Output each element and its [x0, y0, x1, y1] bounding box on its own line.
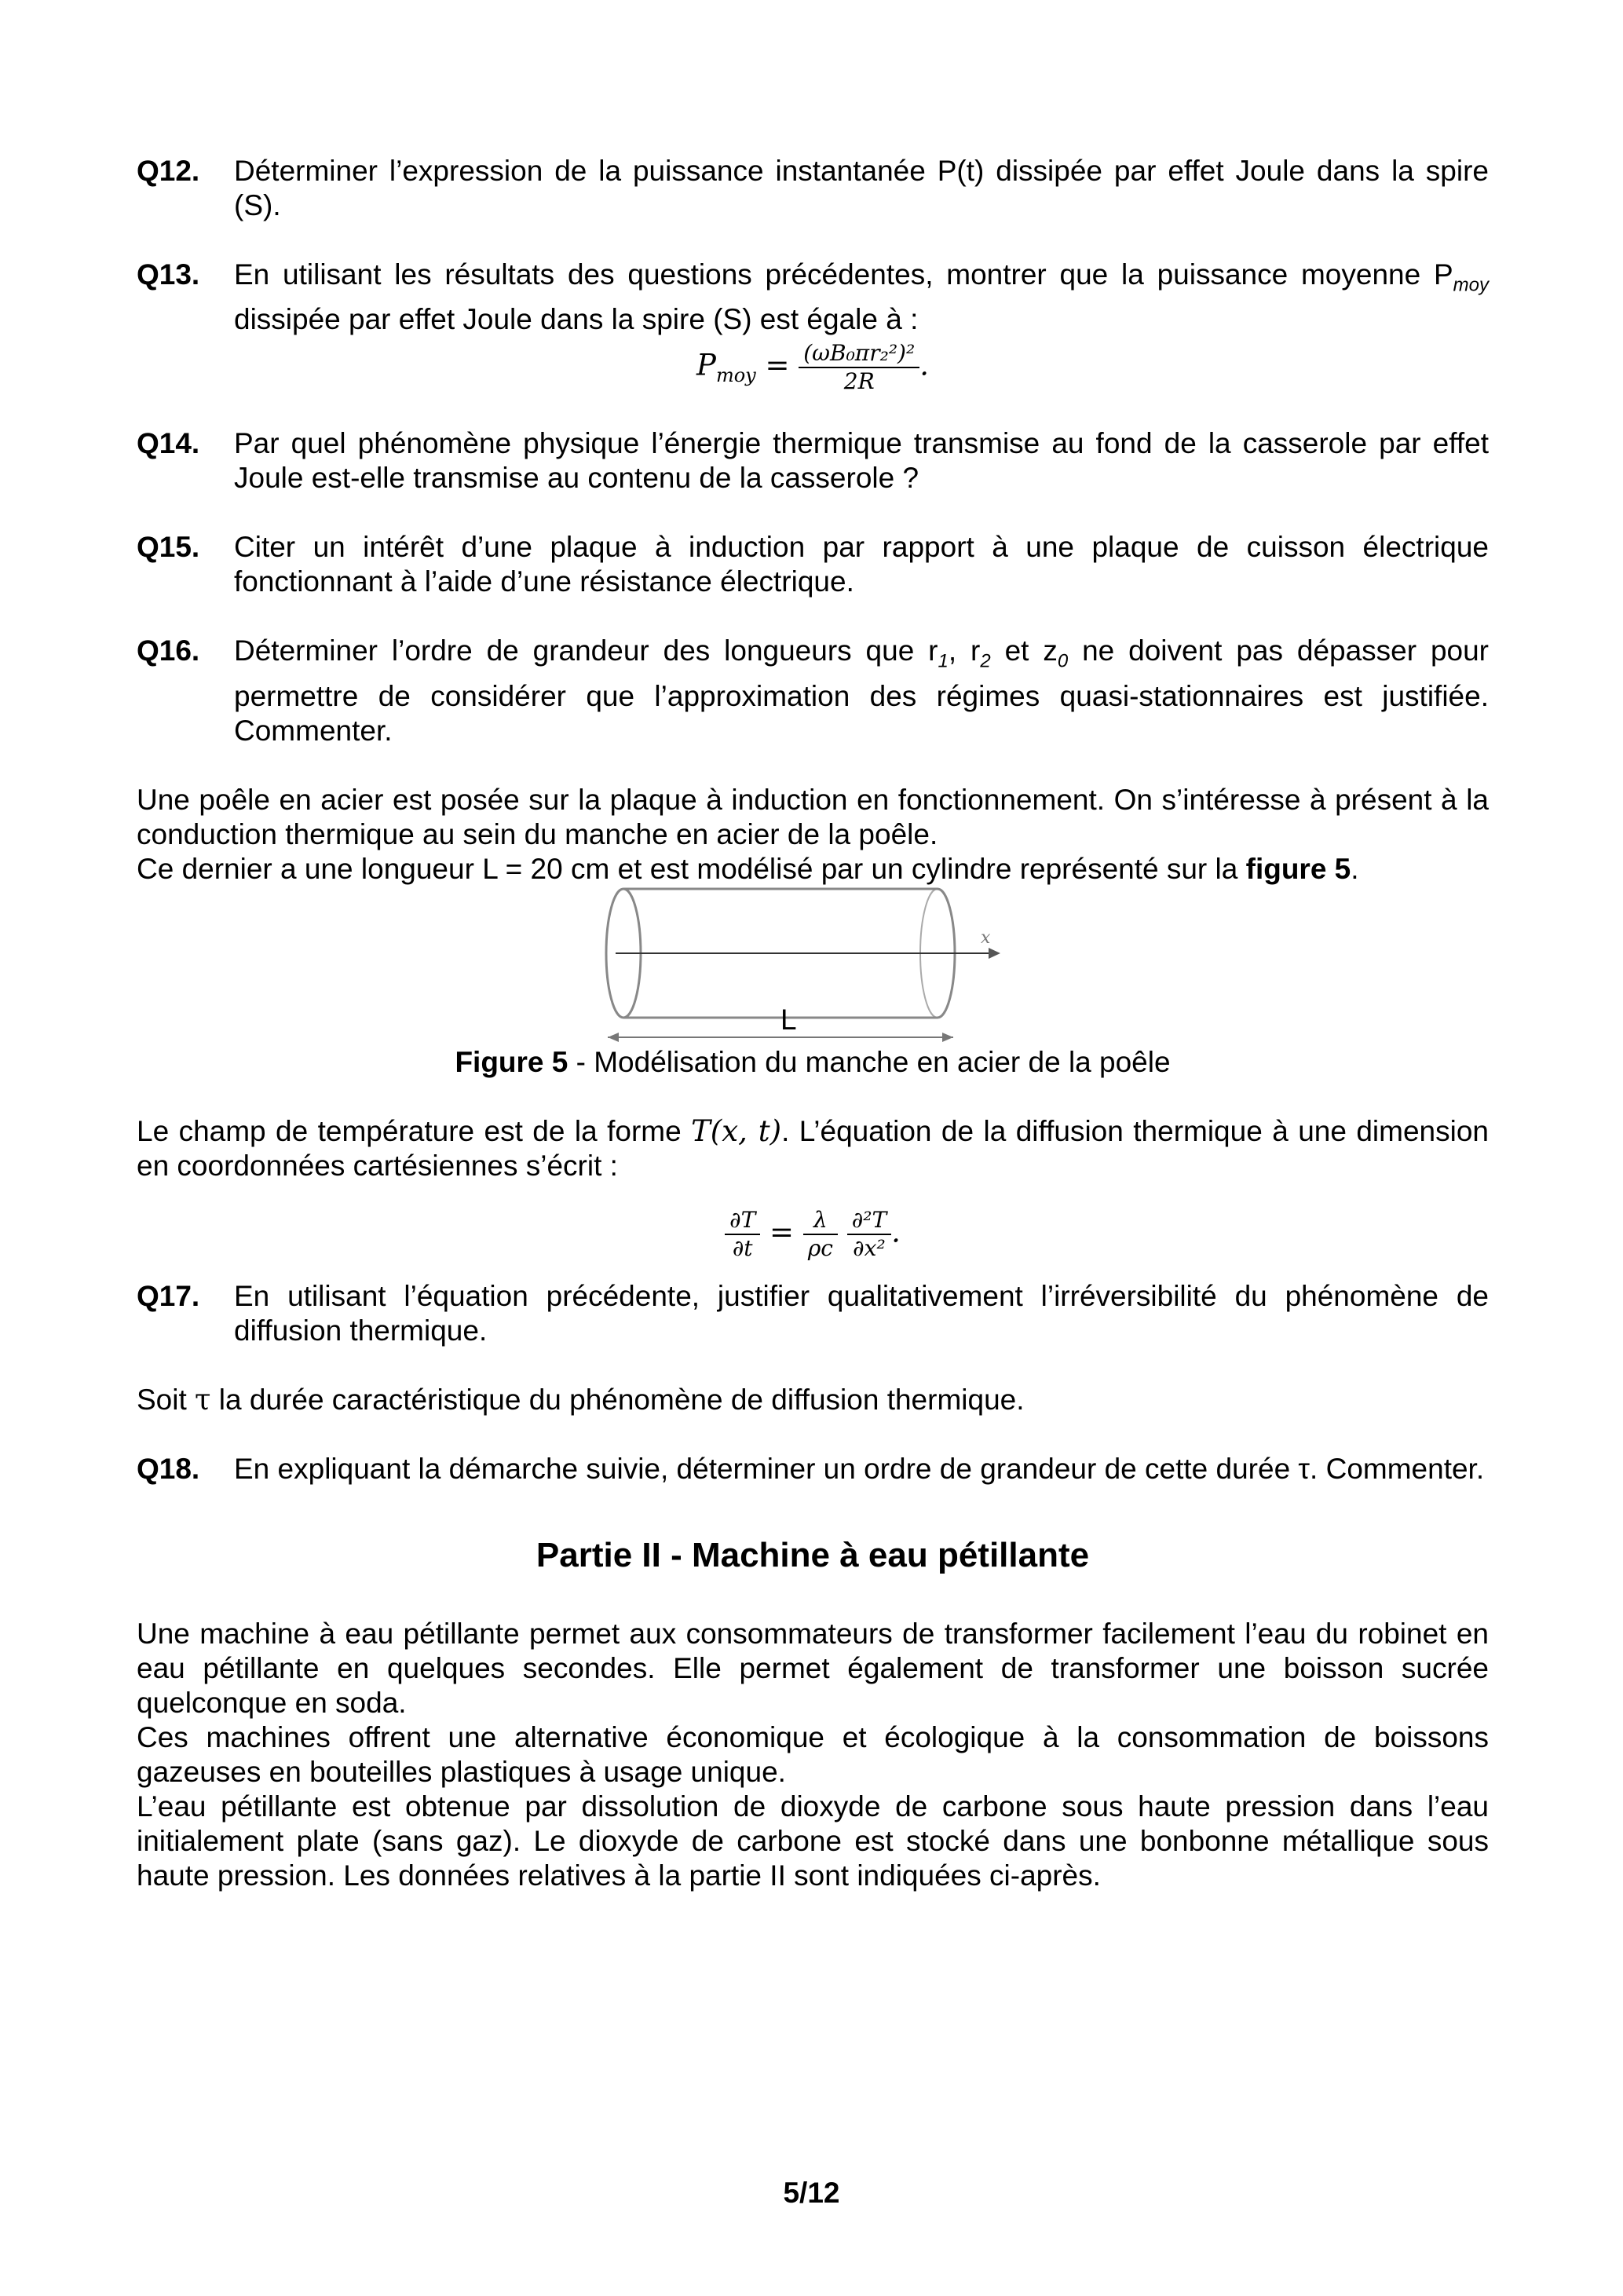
text-segment: dissipée par effet Joule dans la spire (S) est égale à : [234, 303, 919, 336]
subscript: moy [1453, 274, 1489, 296]
text-segment: ne doivent pas dépasser pour permettre de considérer que l’approximation des régimes quasi-stationnaires est justifiée. Commenter. [234, 634, 1490, 747]
question-text: Déterminer l’expression de la puissance instantanée P(t) dissipée par effet Joule dans la spire (S). [234, 155, 1489, 221]
eq-numerator: ∂T [725, 1207, 760, 1235]
eq-denominator: 2R [843, 368, 875, 395]
tau-symbol: τ [195, 1382, 211, 1417]
length-label: L [780, 1003, 797, 1036]
eq-equals: = [769, 1215, 795, 1249]
eq-d2T-dx2 [847, 1207, 891, 1262]
length-arrow-right [942, 1033, 953, 1042]
question-q13 [137, 258, 1489, 337]
section-title: Partie II - Machine à eau pétillante [536, 1535, 1090, 1574]
caption-text: - Modélisation du manche en acier de la poêle [568, 1045, 1171, 1078]
text-segment: Déterminer l’ordre de grandeur des longueurs que r [234, 634, 938, 667]
eq-lhs-sub: moy [715, 364, 756, 387]
text-segment: En utilisant les résultats des questions précédentes, montrer que la puissance moyenne P [234, 258, 1453, 291]
part2-paragraph-1: Une machine à eau pétillante permet aux consommateurs de transformer facilement l’eau du robinet en eau pétillante en quelques secondes. Elle permet également de transformer une boisson sucrée quelconque en soda. [137, 1617, 1489, 1719]
eq-denominator: ∂x² [853, 1234, 886, 1261]
eq-numerator: λ [803, 1207, 838, 1235]
diffusion-equation [137, 1207, 1489, 1262]
text-segment: la durée caractéristique du phénomène de diffusion thermique. [210, 1383, 1025, 1416]
question-q15 [137, 530, 1489, 599]
question-number: Q18. [137, 1452, 200, 1485]
question-number: Q16. [137, 634, 200, 667]
text-segment: Le champ de température est de la forme [137, 1114, 692, 1147]
question-q18 [137, 1452, 1489, 1486]
subscript: 1 [938, 650, 949, 672]
text-segment: et z [990, 634, 1058, 667]
question-text: Par quel phénomène physique l’énergie thermique transmise au fond de la casserole par effet Joule est-elle transmise au contenu de la casserole ? [234, 427, 1489, 495]
text-segment: Ce dernier a une longueur L = 20 cm et est modélisé par un cylindre représenté sur la [137, 852, 1246, 885]
question-text [234, 634, 1489, 748]
intro-paragraph: Une poêle en acier est posée sur la plaque à induction en fonctionnement. On s’intéresse à présent à la conduction thermique au sein du manche en acier de la poêle. [137, 783, 1489, 850]
text-segment: . L’équation de la diffusion thermique à une dimension en coordonnées cartésiennes s’écrit : [137, 1114, 1490, 1182]
eq-denominator: ∂t [732, 1234, 753, 1261]
question-q16 [137, 634, 1489, 748]
x-axis-label: x [981, 927, 991, 948]
eq-end: . [919, 348, 929, 382]
length-arrow-left [608, 1033, 619, 1042]
question-q14 [137, 426, 1489, 495]
x-axis-arrowhead [989, 948, 1000, 959]
intro-paragraph-2 [137, 852, 1489, 887]
eq-equals: = [765, 348, 790, 382]
eq-end: . [891, 1215, 901, 1249]
question-number: Q15. [137, 531, 200, 564]
question-number: Q17. [137, 1279, 200, 1312]
part2-paragraph-2: Ces machines offrent une alternative économique et écologique à la consommation de boissons gazeuses en bouteilles plastiques à usage unique. [137, 1720, 1489, 1788]
text-segment: Soit [137, 1383, 196, 1416]
eq-numerator: ∂²T [847, 1207, 891, 1235]
figure-ref: figure 5 [1245, 852, 1351, 885]
page-number: 5/12 [783, 2177, 840, 2209]
equation-pmoy [137, 340, 1489, 395]
eq-denominator: ρc [807, 1234, 833, 1261]
question-text: Citer un intérêt d’une plaque à induction par rapport à une plaque de cuisson électrique fonctionnant à l’aide d’une résistance électrique. [234, 531, 1489, 598]
eq-dT-dt [725, 1207, 760, 1262]
tau-sentence [137, 1383, 1489, 1417]
cylinder-diagram [592, 887, 1032, 1051]
eq-lhs: P [696, 348, 716, 382]
caption-title: Figure 5 [455, 1045, 568, 1078]
question-number: Q13. [137, 258, 200, 291]
question-q12 [137, 154, 1489, 223]
question-text: En expliquant la démarche suivie, déterminer un ordre de grandeur de cette durée τ. Commenter. [234, 1452, 1485, 1485]
question-text: En utilisant l’équation précédente, justifier qualitativement l’irréversibilité du phénomène de diffusion thermique. [234, 1279, 1489, 1347]
eq-coef [803, 1207, 838, 1262]
eq-numerator: (ωB₀πr₂²)² [799, 340, 919, 368]
part2-paragraph-3: L’eau pétillante est obtenue par dissolution de dioxyde de carbone sous haute pression dans l’eau initialement plate (sans gaz). Le dioxyde de carbone est stocké dans une bonbonne métallique sous haute pression. Les données relatives à la partie II sont indiquées ci-après. [137, 1790, 1489, 1892]
question-number: Q14. [137, 427, 200, 460]
subscript: 0 [1057, 650, 1069, 672]
question-number: Q12. [137, 155, 200, 187]
temperature-paragraph [137, 1114, 1489, 1183]
text-segment: . [1351, 852, 1359, 885]
subscript: 2 [980, 650, 991, 672]
page-content [137, 154, 1489, 1893]
figure-5 [137, 887, 1489, 1051]
text-segment: , r [948, 634, 981, 667]
temperature-field: T(x, t) [691, 1113, 782, 1148]
eq-fraction [799, 340, 919, 395]
question-text [234, 258, 1489, 337]
question-q17 [137, 1279, 1489, 1348]
